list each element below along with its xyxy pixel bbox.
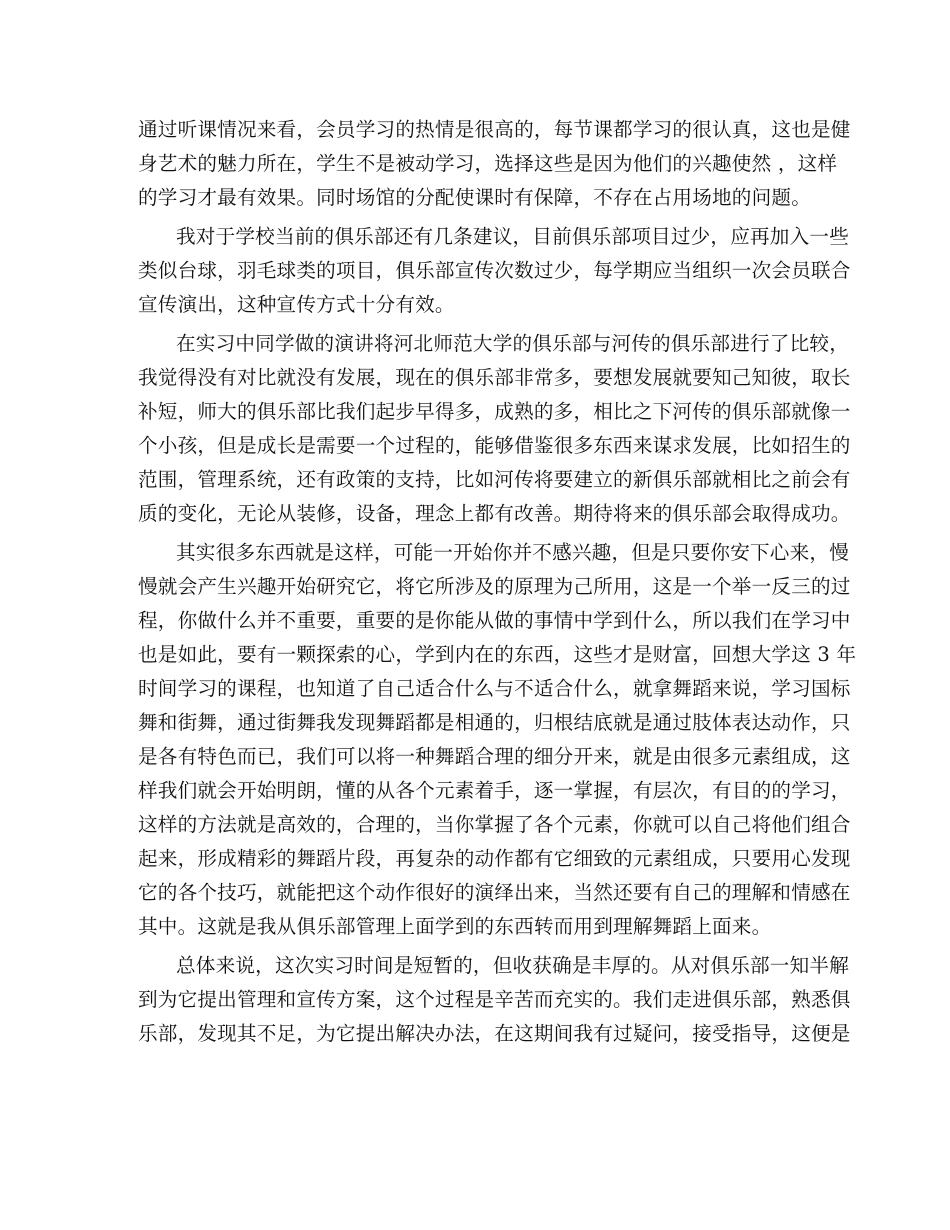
- text-line: 总体来说，这次实习时间是短暂的，但收获确是丰厚的。从对俱乐部一知半解: [176, 954, 849, 977]
- paragraph: [138, 327, 851, 531]
- document-body: [138, 113, 857, 1051]
- text-line: 通过听课情况来看，会员学习的热情是很高的，每节课都学习的很认真，这也是健: [138, 118, 851, 141]
- text-line: 起来，形成精彩的舞蹈片段，再复杂的动作都有它细致的元素组成，只要用心发现: [138, 847, 851, 870]
- paragraph: [138, 536, 857, 944]
- paragraph: [138, 949, 851, 1051]
- text-line: 范围，管理系统，还有政策的支持，比如河传将要建立的新俱乐部就相比之前会有: [138, 468, 851, 491]
- text-line: 宣传演出，这种宣传方式十分有效。: [138, 293, 455, 316]
- text-line: 其实很多东西就是这样，可能一开始你并不感兴趣，但是只要你安下心来，慢: [176, 541, 849, 564]
- text-line: 质的变化，无论从装修，设备，理念上都有改善。期待将来的俱乐部会取得成功。: [138, 502, 851, 525]
- text-line: 的学习才最有效果。同时场馆的分配使课时有保障，不存在占用场地的问题。: [138, 186, 811, 209]
- text-line: 样我们就会开始明朗，懂的从各个元素着手，逐一掌握，有层次，有目的的学习，: [138, 779, 851, 802]
- text-line: 个小孩，但是成长是需要一个过程的，能够借鉴很多东西来谋求发展，比如招生的: [138, 434, 851, 457]
- text-line: 类似台球，羽毛球类的项目，俱乐部宣传次数过少，每学期应当组织一次会员联合: [138, 259, 851, 282]
- text-line: 乐部，发现其不足，为它提出解决办法，在这期间我有过疑问，接受指导，这便是: [138, 1022, 851, 1045]
- text-line: 我觉得没有对比就没有发展，现在的俱乐部非常多，要想发展就要知己知彼，取长: [138, 366, 851, 389]
- text-line: 程，你做什么并不重要，重要的是你能从做的事情中学到什么，所以我们在学习中: [138, 609, 851, 632]
- text-line: 补短，师大的俱乐部比我们起步早得多，成熟的多，相比之下河传的俱乐部就像一: [138, 400, 851, 423]
- paragraph: [138, 220, 851, 322]
- text-line: 慢就会产生兴趣开始研究它，将它所涉及的原理为己所用，这是一个举一反三的过: [138, 575, 851, 598]
- text-line: 其中。这就是我从俱乐部管理上面学到的东西转而用到理解舞蹈上面来。: [138, 915, 772, 938]
- text-line: 舞和街舞，通过街舞我发现舞蹈都是相通的，归根结底就是通过肢体表达动作，只: [138, 711, 851, 734]
- text-line: 在实习中同学做的演讲将河北师范大学的俱乐部与河传的俱乐部进行了比较，: [176, 332, 849, 355]
- text-line: 这样的方法就是高效的，合理的，当你掌握了各个元素，你就可以自己将他们组合: [138, 813, 851, 836]
- text-line: 它的各个技巧，就能把这个动作很好的演绎出来，当然还要有自己的理解和情感在: [138, 881, 851, 904]
- text-line: 也是如此，要有一颗探索的心，学到内在的东西，这些才是财富，回想大学这 3 年: [138, 643, 857, 666]
- text-line: 我对于学校当前的俱乐部还有几条建议，目前俱乐部项目过少，应再加入一些: [176, 225, 849, 248]
- text-line: 到为它提出管理和宣传方案，这个过程是辛苦而充实的。我们走进俱乐部，熟悉俱: [138, 988, 851, 1011]
- paragraph: [138, 113, 851, 215]
- text-line: 身艺术的魅力所在，学生不是被动学习，选择这些是因为他们的兴趣使然 ，这样: [138, 152, 838, 175]
- text-line: 是各有特色而已，我们可以将一种舞蹈合理的细分开来，就是由很多元素组成，这: [138, 745, 851, 768]
- text-line: 时间学习的课程，也知道了自己适合什么与不适合什么，就拿舞蹈来说，学习国标: [138, 677, 851, 700]
